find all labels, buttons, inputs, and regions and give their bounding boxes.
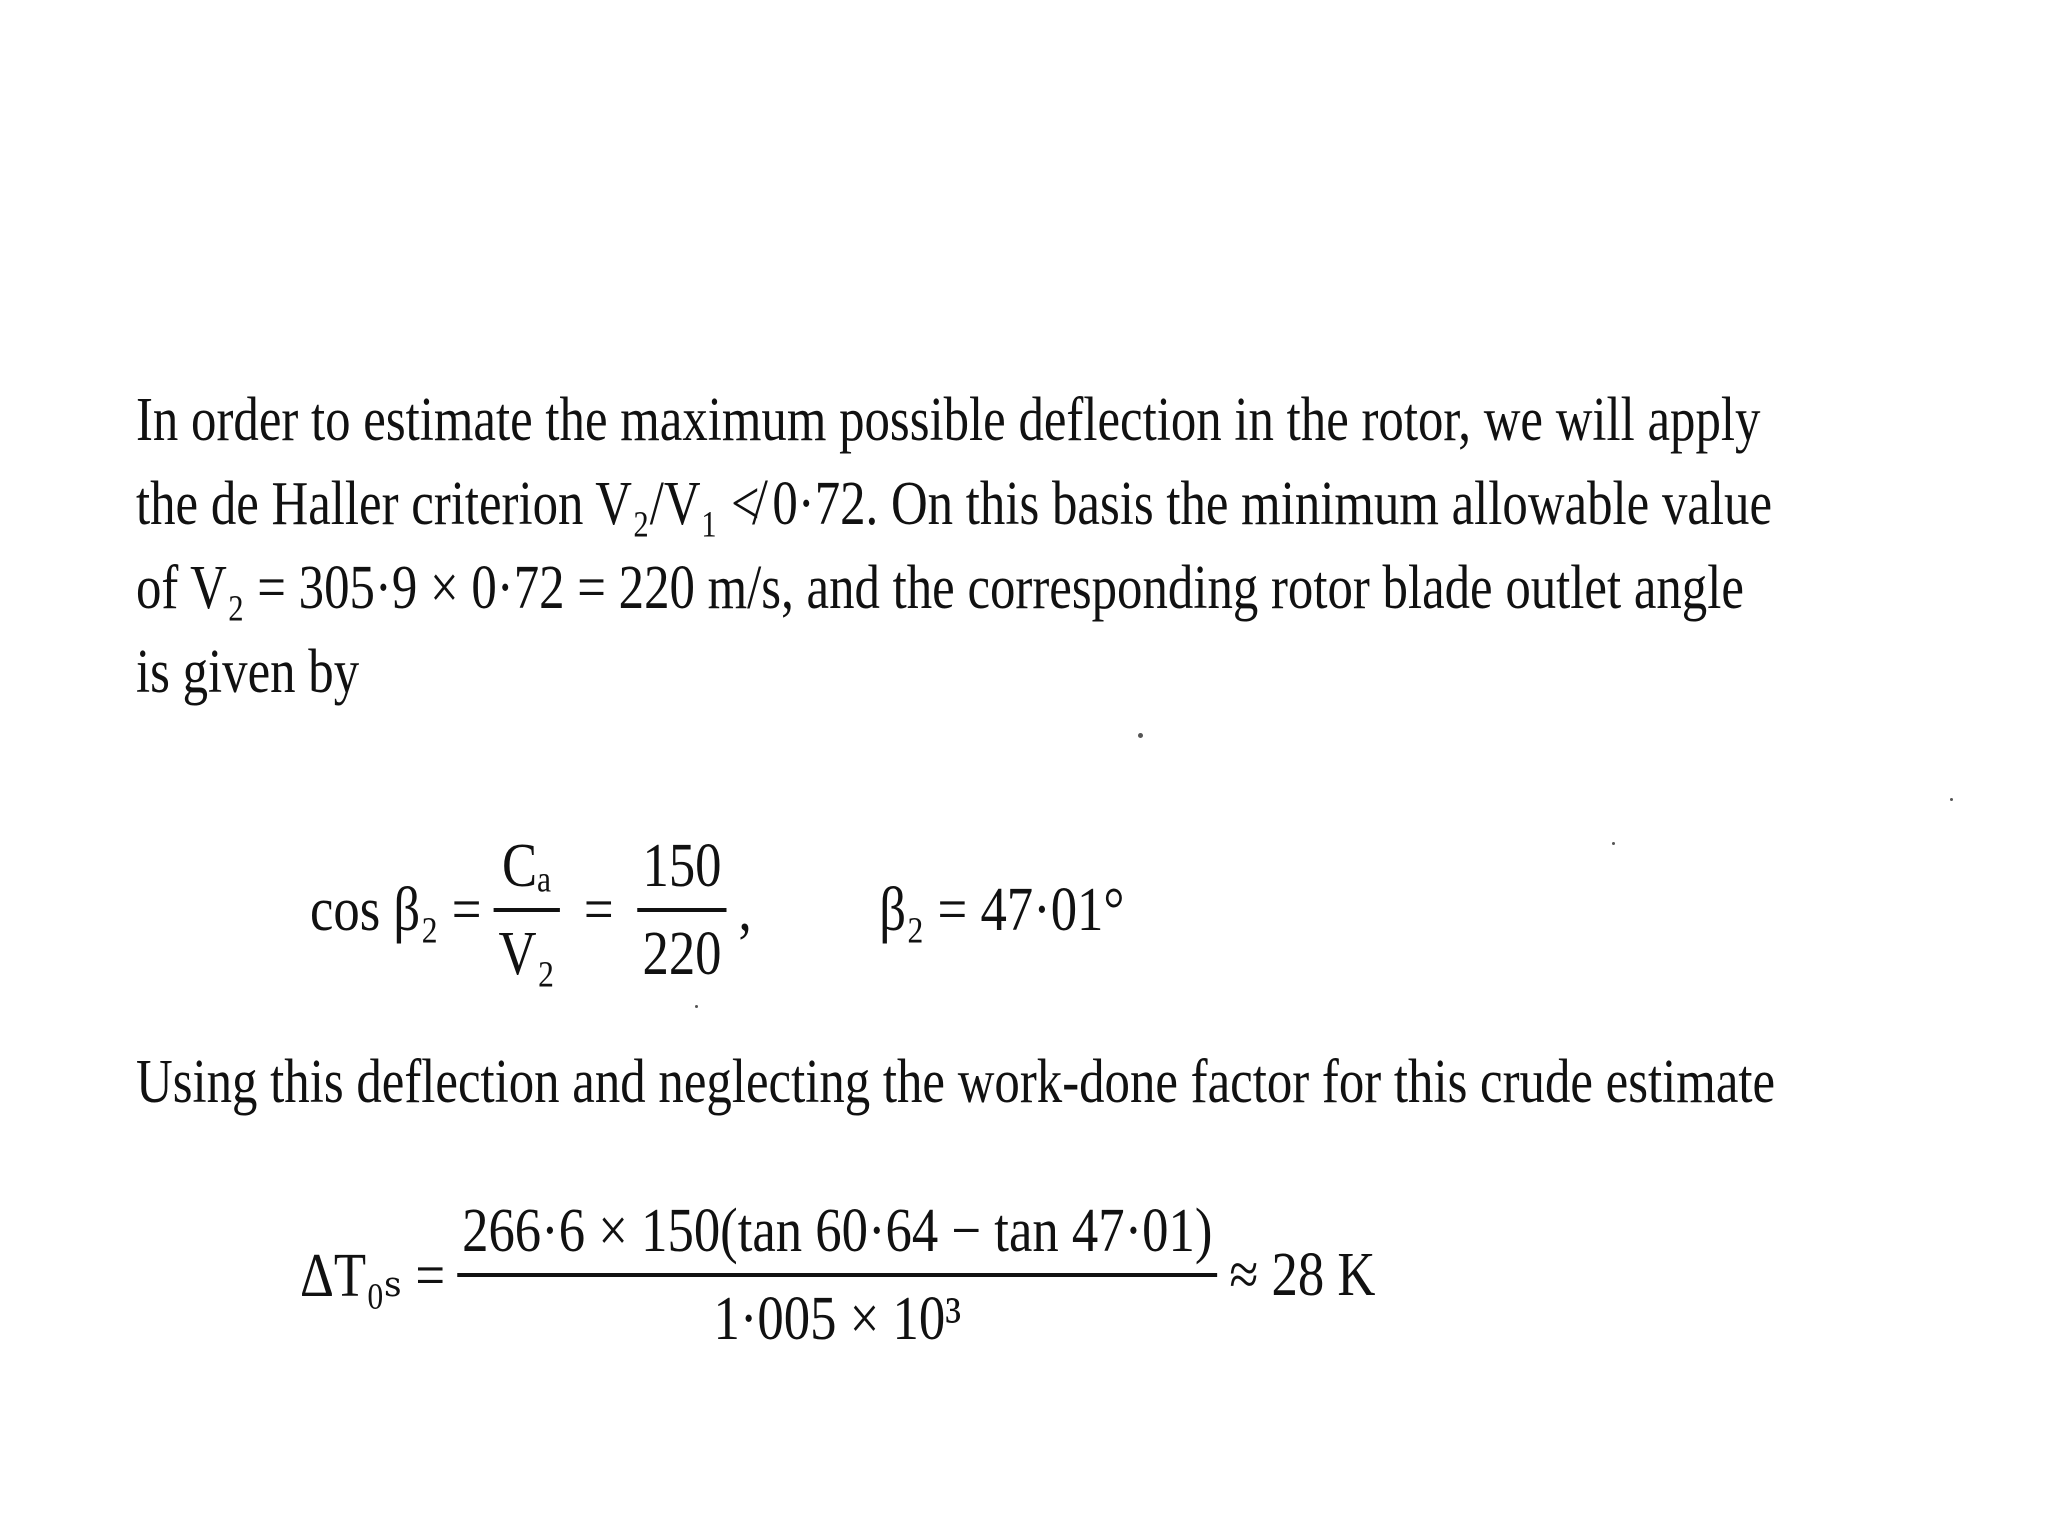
fraction-denominator: V₂ [493,908,560,990]
fraction-temperature-rise [457,1195,1217,1355]
text-line: the de Haller criterion V₂/V₁ ≮ 0·72. On this basis the minimum allowable value [136,470,1773,538]
scan-speck [1138,733,1143,738]
paragraph-deflection [136,1040,1776,1124]
fraction-numerator: 266·6 × 150(tan 60·64 − tan 47·01) [462,1197,1213,1265]
fraction-denominator: 1·005 × 10³ [457,1273,1217,1355]
equation-result: ≈ 28 K [1229,1240,1376,1309]
fraction-150-over-220 [637,830,726,990]
text-line: Using this deflection and neglecting the work-done factor for this crude estimate [136,1048,1776,1116]
scan-speck [695,1005,698,1008]
fraction-numerator: 150 [642,832,722,900]
equation-lhs: cos β₂ = [310,875,482,944]
fraction-ca-over-v2 [493,830,560,990]
scan-speck [1612,842,1615,845]
paragraph-de-haller [136,378,1773,714]
equals-sign: = [583,875,614,944]
text-line: In order to estimate the maximum possible deflection in the rotor, we will apply [136,386,1761,454]
scan-speck [1950,798,1953,801]
equation-temperature-rise [300,1165,1375,1385]
fraction-denominator: 220 [637,908,726,990]
equation-blade-angle [310,790,1124,1030]
comma: , [738,875,752,944]
text-line: of V₂ = 305·9 × 0·72 = 220 m/s, and the corresponding rotor blade outlet angle [136,554,1744,622]
text-line: is given by [136,638,360,706]
fraction-numerator: Cₐ [501,832,552,900]
equation-result-beta2: β₂ = 47·01° [879,875,1125,944]
equation-lhs: ΔT₀ₛ = [300,1242,446,1310]
